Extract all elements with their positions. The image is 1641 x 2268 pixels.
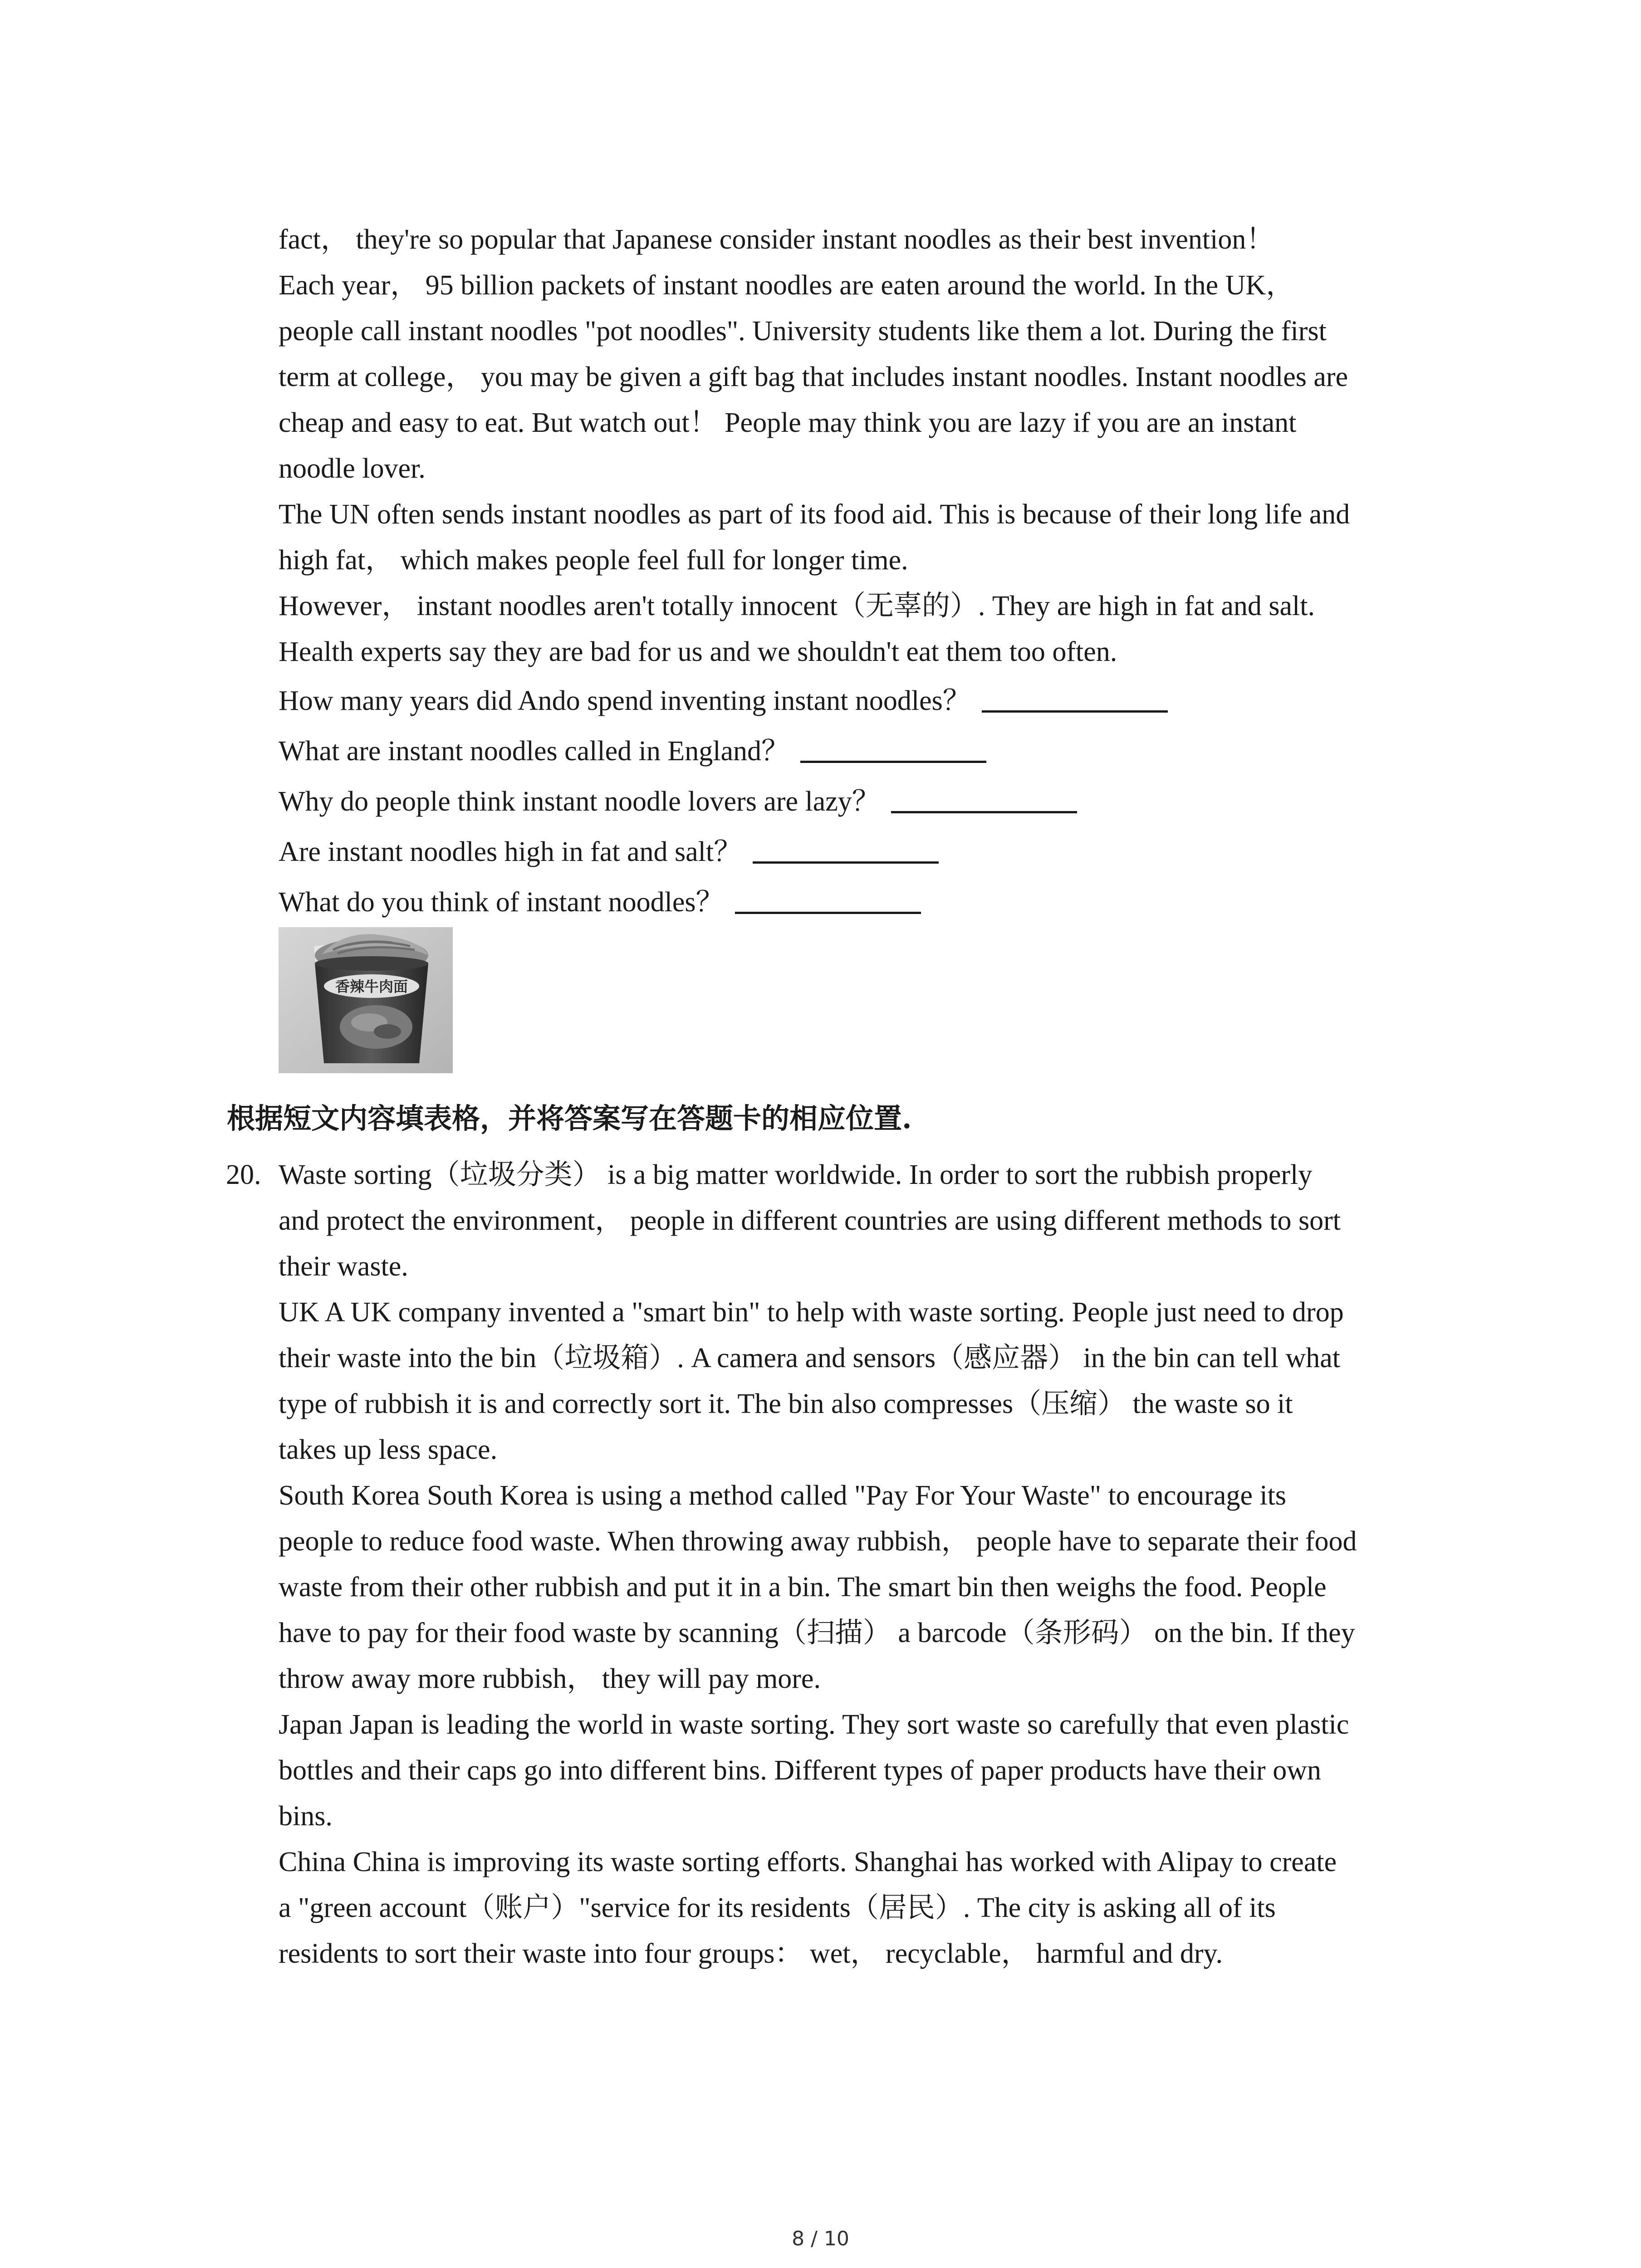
question-text: Why do people think instant noodle lovers are lazy？ xyxy=(279,786,880,817)
passage-line: Waste sorting（垃圾分类） is a big matter worldwide. In order to sort the rubbish properly xyxy=(279,1159,1313,1190)
passage-line: Health experts say they are bad for us and we shouldn't eat them too often. xyxy=(279,636,1117,667)
passage-line: their waste into the bin（垃圾箱）. A camera and sensors（感应器） in the bin can tell what xyxy=(279,1343,1341,1374)
question-row xyxy=(279,777,1467,827)
question-row xyxy=(279,827,1467,877)
passage-line: waste from their other rubbish and put it in a bin. The smart bin then weighs the food. People xyxy=(279,1572,1327,1603)
answer-blank[interactable] xyxy=(753,834,939,864)
passage-line: bins. xyxy=(279,1801,333,1832)
passage-line: China China is improving its waste sorting efforts. Shanghai has worked with Alipay to create xyxy=(279,1847,1337,1877)
question-row xyxy=(279,726,1467,777)
question-text: What are instant noodles called in England？ xyxy=(279,736,789,767)
passage-line: have to pay for their food waste by scanning（扫描） a barcode（条形码） on the bin. If they xyxy=(279,1618,1355,1648)
passage-line: cheap and easy to eat. But watch out！ People may think you are lazy if you are an instant xyxy=(279,407,1297,438)
question-20-passage xyxy=(279,1152,1467,1977)
passage-line: However， instant noodles aren't totally innocent（无辜的）. They are high in fat and salt. xyxy=(279,591,1315,621)
passage-1 xyxy=(279,217,1467,675)
passage-line: a "green account（账户）"service for its residents（居民）. The city is asking all of its xyxy=(279,1892,1276,1923)
passage-line: noodle lover. xyxy=(279,453,426,484)
passage-line: bottles and their caps go into different bins. Different types of paper products have their own xyxy=(279,1755,1321,1786)
passage-line: people call instant noodles "pot noodles". University students like them a lot. During the first xyxy=(279,316,1327,347)
noodle-cup-illustration xyxy=(279,927,453,1073)
question-text: What do you think of instant noodles？ xyxy=(279,887,724,918)
question-text: How many years did Ando spend inventing instant noodles？ xyxy=(279,685,971,716)
section-heading: 根据短文内容填表格，并将答案写在答题卡的相应位置. xyxy=(227,1102,912,1135)
passage-line: residents to sort their waste into four groups： wet， recyclable， harmful and dry. xyxy=(279,1938,1223,1969)
passage-line: throw away more rubbish， they will pay more. xyxy=(279,1663,821,1694)
cup-label-text: 香辣牛肉面 xyxy=(335,978,408,995)
passage-line: type of rubbish it is and correctly sort it. The bin also compresses（压缩） the waste so it xyxy=(279,1388,1293,1419)
answer-blank[interactable] xyxy=(982,683,1168,713)
question-list xyxy=(279,676,1467,928)
question-text: Are instant noodles high in fat and salt？ xyxy=(279,836,742,867)
answer-blank[interactable] xyxy=(891,784,1077,813)
passage-line: Each year， 95 billion packets of instant noodles are eaten around the world. In the UK， xyxy=(279,270,1294,301)
page-number: 8 / 10 xyxy=(792,2227,849,2250)
passage-line: high fat， which makes people feel full for longer time. xyxy=(279,545,908,576)
passage-line: Japan Japan is leading the world in waste sorting. They sort waste so carefully that even plastic xyxy=(279,1709,1349,1740)
passage-line: UK A UK company invented a "smart bin" to help with waste sorting. People just need to drop xyxy=(279,1297,1344,1328)
question-number: 20. xyxy=(226,1159,261,1190)
passage-line: The UN often sends instant noodles as part of its food aid. This is because of their long life and xyxy=(279,499,1350,530)
instant-noodles-photo xyxy=(279,927,453,1073)
answer-blank[interactable] xyxy=(735,885,921,914)
passage-line: fact， they're so popular that Japanese consider instant noodles as their best invention！ xyxy=(279,224,1274,255)
answer-blank[interactable] xyxy=(800,733,986,763)
passage-line: and protect the environment， people in different countries are using different methods to sort xyxy=(279,1205,1341,1236)
question-row xyxy=(279,676,1467,726)
passage-line: term at college， you may be given a gift bag that includes instant noodles. Instant noodles are xyxy=(279,362,1348,392)
passage-line: takes up less space. xyxy=(279,1434,498,1465)
passage-line: their waste. xyxy=(279,1251,408,1282)
question-row xyxy=(279,877,1467,928)
passage-line: South Korea South Korea is using a method called "Pay For Your Waste" to encourage its xyxy=(279,1480,1287,1511)
passage-line: people to reduce food waste. When throwing away rubbish， people have to separate their food xyxy=(279,1526,1357,1557)
